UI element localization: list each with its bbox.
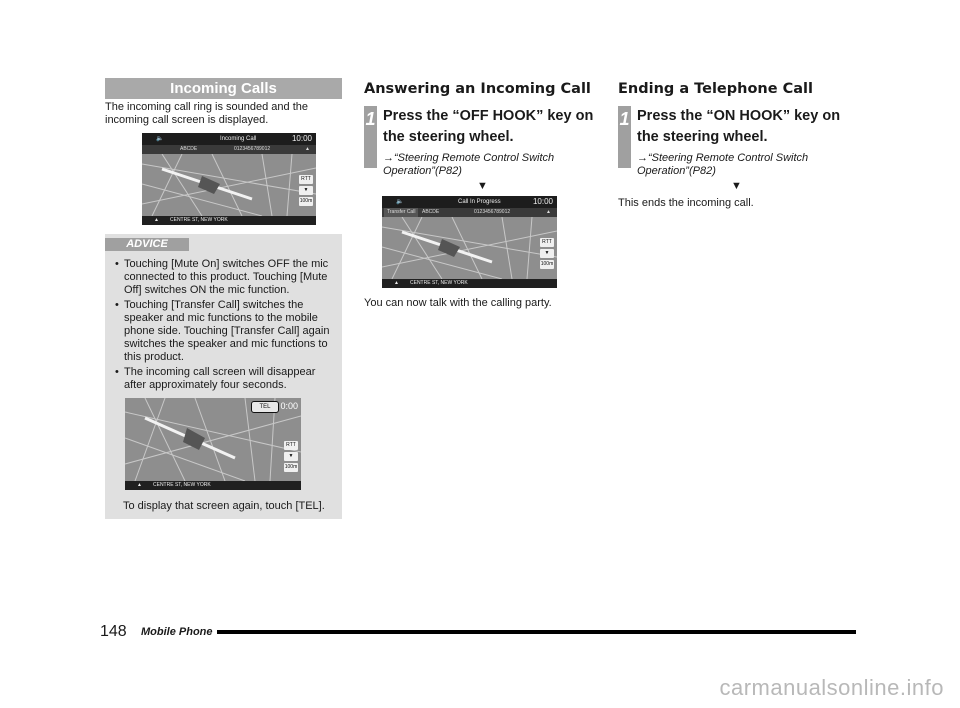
scale-button[interactable]: 100m bbox=[540, 261, 554, 267]
advice-item-transfer: • Touching [Transfer Call] switches the speaker and mic functions to the mobile phone side. Touching [Transfer Call] again switches the speaker and mic functions to this product. bbox=[115, 299, 336, 364]
screen-title: Call In Progress bbox=[458, 199, 501, 205]
down-arrow-icon: ▼ bbox=[477, 180, 488, 192]
page-number: 148 bbox=[100, 623, 127, 640]
footer-rule bbox=[217, 630, 856, 634]
signal-icon: ▲ bbox=[305, 146, 310, 152]
screen-street-bar bbox=[382, 279, 557, 288]
advice-tag: ADVICE bbox=[105, 238, 189, 251]
advice-item-disappear: • The incoming call screen will disappear after approximately four seconds. bbox=[115, 366, 336, 392]
screen-caller-bar bbox=[142, 145, 316, 154]
caller-name: ABCDE bbox=[180, 146, 198, 152]
step-body bbox=[637, 106, 855, 178]
ending-step-1 bbox=[618, 106, 855, 178]
answering-column bbox=[364, 78, 601, 310]
page-footer bbox=[100, 622, 856, 642]
ending-result-text: This ends the incoming call. bbox=[618, 197, 754, 209]
screen-caller-bar bbox=[382, 208, 557, 217]
incoming-calls-column bbox=[105, 78, 342, 519]
rtt-button[interactable]: RTT bbox=[299, 175, 313, 184]
zoom-out-button[interactable]: ▼ bbox=[284, 452, 298, 461]
step-reference: →“Steering Remote Control Switch Operation”(P82) bbox=[383, 152, 555, 177]
screen-street-bar bbox=[142, 216, 316, 225]
watermark: carmanualsonline.info bbox=[719, 675, 944, 700]
step-body bbox=[383, 106, 601, 178]
step-number: 1 bbox=[618, 106, 631, 168]
caller-number: 0123456789012 bbox=[234, 146, 271, 152]
call-in-progress-screenshot bbox=[382, 196, 557, 288]
zoom-out-button[interactable]: ▼ bbox=[299, 186, 313, 195]
scale-button[interactable]: 100m bbox=[284, 464, 298, 470]
advice-list bbox=[105, 258, 342, 392]
transfer-call-button[interactable]: Transfer Call bbox=[384, 208, 418, 217]
step-instruction: Press the “ON HOOK” key on the steering wheel. bbox=[637, 108, 841, 145]
map-view bbox=[382, 217, 557, 279]
tel-button[interactable]: TEL bbox=[251, 401, 279, 413]
street-name: CENTRE ST, NEW YORK bbox=[170, 217, 228, 223]
answering-result-text: You can now talk with the calling party. bbox=[364, 297, 552, 309]
step-reference: →“Steering Remote Control Switch Operation”(P82) bbox=[637, 152, 809, 177]
scale-button[interactable]: 100m bbox=[299, 198, 313, 204]
advice-after-text: To display that screen again, touch [TEL]. bbox=[123, 500, 325, 512]
answering-step-1 bbox=[364, 106, 601, 178]
down-arrow-icon: ▼ bbox=[731, 180, 742, 192]
advice-box bbox=[105, 234, 342, 519]
section-title-answering: Answering an Incoming Call bbox=[364, 81, 591, 97]
advice-item-mute: • Touching [Mute On] switches OFF the mic connected to this product. Touching [Mute Off] switches ON the mic function. bbox=[115, 258, 336, 297]
screen-title: Incoming Call bbox=[220, 136, 257, 142]
zoom-out-button[interactable]: ▼ bbox=[540, 249, 554, 258]
section-title-ending: Ending a Telephone Call bbox=[618, 81, 813, 97]
signal-icon: ▲ bbox=[546, 209, 551, 215]
speaker-icon: 🔈 bbox=[396, 199, 404, 205]
ending-column bbox=[618, 78, 855, 210]
caller-number: 0123456789012 bbox=[474, 209, 511, 215]
screen-street-bar bbox=[125, 481, 301, 490]
position-icon: ▲ bbox=[394, 280, 399, 286]
screen-top-bar bbox=[142, 133, 316, 145]
rtt-button[interactable]: RTT bbox=[284, 441, 298, 450]
screen-time: 10:00 bbox=[532, 197, 553, 206]
section-header-incoming-calls: Incoming Calls bbox=[105, 78, 342, 99]
speaker-icon: 🔈 bbox=[156, 136, 164, 142]
incoming-call-screenshot bbox=[142, 133, 316, 225]
footer-section-name: Mobile Phone bbox=[141, 626, 213, 638]
step-instruction: Press the “OFF HOOK” key on the steering wheel. bbox=[383, 108, 594, 145]
step-number: 1 bbox=[364, 106, 377, 168]
position-icon: ▲ bbox=[154, 217, 159, 223]
rtt-button[interactable]: RTT bbox=[540, 238, 554, 247]
incoming-intro-text: The incoming call ring is sounded and the incoming call screen is displayed. bbox=[105, 101, 309, 126]
position-icon: ▲ bbox=[137, 482, 142, 488]
map-view bbox=[142, 154, 316, 216]
tel-time: 0:00 bbox=[280, 401, 298, 411]
street-name: CENTRE ST, NEW YORK bbox=[153, 482, 211, 488]
map-screenshot-tel bbox=[125, 398, 301, 490]
screen-time: 10:00 bbox=[291, 134, 312, 143]
caller-name: ABCDE bbox=[422, 209, 440, 215]
street-name: CENTRE ST, NEW YORK bbox=[410, 280, 468, 286]
screen-top-bar bbox=[382, 196, 557, 208]
